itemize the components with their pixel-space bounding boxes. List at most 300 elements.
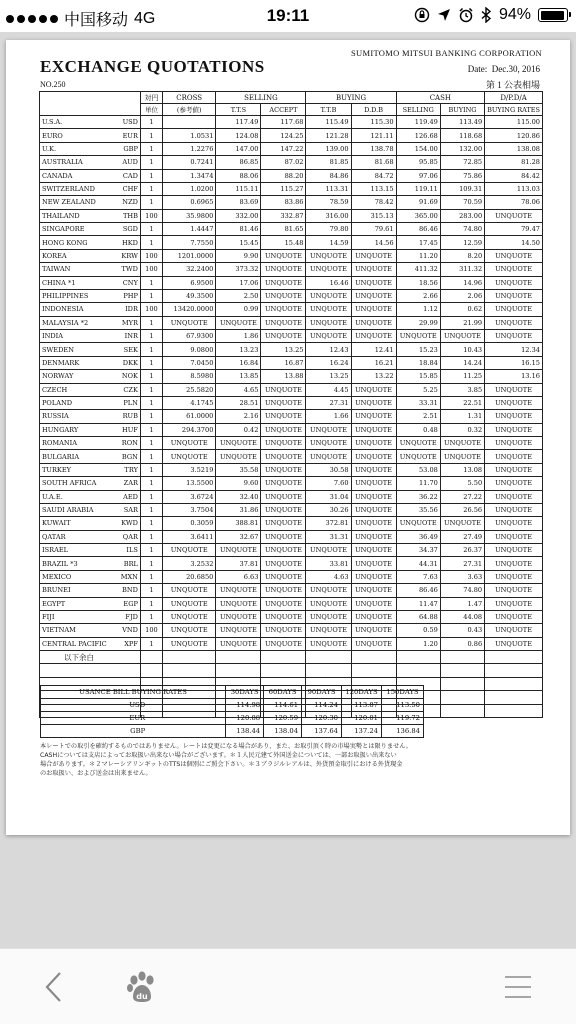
- unit-cell: 1: [140, 450, 162, 463]
- usance-rate-cell: 120.59: [264, 712, 302, 725]
- ddb-cell: UNQUOTE: [351, 276, 396, 289]
- header-cross: CROSS: [163, 92, 216, 104]
- network-label: 4G: [134, 9, 156, 27]
- table-row: [40, 289, 543, 302]
- cash-buying-cell: 74.80: [440, 223, 484, 236]
- tts-cell: 115.11: [216, 182, 261, 195]
- date-label: Date:: [467, 64, 488, 74]
- cash-selling-cell: 34.37: [396, 544, 440, 557]
- back-button[interactable]: [32, 965, 76, 1009]
- unit-cell: 1: [140, 463, 162, 476]
- accept-cell: 83.86: [261, 196, 306, 209]
- usance-rate-cell: 138.44: [226, 725, 264, 738]
- usance-column-header: 90DAYS: [302, 686, 342, 699]
- currency-code-cell: CHF: [112, 182, 140, 195]
- orientation-lock-icon: [414, 7, 430, 23]
- cash-selling-cell: 15.23: [396, 343, 440, 356]
- accept-cell: UNQUOTE: [261, 396, 306, 409]
- table-row: [40, 169, 543, 182]
- ttb-cell: 30.58: [306, 463, 351, 476]
- cash-selling-cell: 18.56: [396, 276, 440, 289]
- country-cell: QATAR: [40, 530, 113, 543]
- tts-cell: 31.86: [216, 503, 261, 516]
- tts-cell: UNQUOTE: [216, 544, 261, 557]
- dpda-cell: UNQUOTE: [485, 249, 543, 262]
- country-cell: U.K.: [40, 142, 113, 155]
- accept-cell: 124.25: [261, 129, 306, 142]
- cash-selling-cell: UNQUOTE: [396, 330, 440, 343]
- cash-selling-cell: 15.85: [396, 370, 440, 383]
- unit-cell: 1: [140, 370, 162, 383]
- cross-cell: 3.6724: [163, 490, 216, 503]
- usance-rate-cell: 120.30: [302, 712, 342, 725]
- table-row: [40, 637, 543, 650]
- cross-cell: 9.0800: [163, 343, 216, 356]
- cash-selling-cell: 11.20: [396, 249, 440, 262]
- table-row: [40, 463, 543, 476]
- country-cell: AUSTRALIA: [40, 156, 113, 169]
- dpda-cell: UNQUOTE: [485, 330, 543, 343]
- ddb-cell: 13.22: [351, 370, 396, 383]
- cash-selling-cell: 2.66: [396, 289, 440, 302]
- footnote-line: 場合があります。＊２マレーシアリンギットのTTSは個別にご照会下さい。＊３ブラジルレアルは、外貨預金取引における外貨現金: [40, 761, 403, 768]
- unit-cell: 1: [140, 356, 162, 369]
- unit-cell: 1: [140, 142, 162, 155]
- accept-cell: UNQUOTE: [261, 517, 306, 530]
- cash-selling-cell: 154.00: [396, 142, 440, 155]
- ttb-cell: 316.00: [306, 209, 351, 222]
- accept-cell: UNQUOTE: [261, 463, 306, 476]
- country-cell: VIETNAM: [40, 624, 113, 637]
- currency-code-cell: NOK: [112, 370, 140, 383]
- currency-code-cell: HKD: [112, 236, 140, 249]
- tts-cell: UNQUOTE: [216, 610, 261, 623]
- header-cash-selling: SELLING: [396, 104, 440, 116]
- unit-cell: 1: [140, 490, 162, 503]
- ttb-cell: 79.80: [306, 223, 351, 236]
- ttb-cell: UNQUOTE: [306, 624, 351, 637]
- ddb-cell: 12.41: [351, 343, 396, 356]
- accept-cell: UNQUOTE: [261, 437, 306, 450]
- accept-cell: 147.22: [261, 142, 306, 155]
- cash-buying-cell: 3.85: [440, 383, 484, 396]
- empty-cell: [396, 651, 440, 664]
- cross-cell: 1.2276: [163, 142, 216, 155]
- dpda-cell: UNQUOTE: [485, 624, 543, 637]
- cash-selling-cell: 86.46: [396, 584, 440, 597]
- ttb-cell: UNQUOTE: [306, 330, 351, 343]
- currency-code-cell: SEK: [112, 343, 140, 356]
- currency-code-cell: AED: [112, 490, 140, 503]
- usance-rate-cell: 138.04: [264, 725, 302, 738]
- usance-rate-cell: 137.64: [302, 725, 342, 738]
- ttb-cell: UNQUOTE: [306, 423, 351, 436]
- cross-cell: 7.0450: [163, 356, 216, 369]
- empty-cell: [40, 664, 113, 677]
- tts-cell: 2.50: [216, 289, 261, 302]
- tts-cell: UNQUOTE: [216, 597, 261, 610]
- usance-rate-cell: 120.01: [342, 712, 382, 725]
- ttb-cell: UNQUOTE: [306, 437, 351, 450]
- cash-selling-cell: 119.49: [396, 116, 440, 129]
- empty-cell: [140, 664, 162, 677]
- usance-currency-cell: EUR: [41, 712, 226, 725]
- ddb-cell: 16.21: [351, 356, 396, 369]
- table-row: [40, 396, 543, 409]
- table-row: [40, 450, 543, 463]
- currency-code-cell: ZAR: [112, 477, 140, 490]
- empty-cell: [216, 651, 261, 664]
- cash-buying-cell: 109.31: [440, 182, 484, 195]
- cash-selling-cell: 36.49: [396, 530, 440, 543]
- unit-cell: 1: [140, 236, 162, 249]
- unit-cell: 1: [140, 410, 162, 423]
- header-cash: CASH: [396, 92, 485, 104]
- ddb-cell: 315.13: [351, 209, 396, 222]
- table-row: [40, 610, 543, 623]
- currency-code-cell: VND: [112, 624, 140, 637]
- table-row: [40, 142, 543, 155]
- status-bar: [0, 0, 576, 32]
- table-row: [40, 624, 543, 637]
- empty-cell: [306, 651, 351, 664]
- country-cell: FIJI: [40, 610, 113, 623]
- cash-selling-cell: 7.63: [396, 570, 440, 583]
- cash-buying-cell: UNQUOTE: [440, 330, 484, 343]
- accept-cell: 117.68: [261, 116, 306, 129]
- empty-cell: [396, 664, 440, 677]
- table-row: [40, 570, 543, 583]
- dpda-cell: UNQUOTE: [485, 263, 543, 276]
- unit-cell: 100: [140, 263, 162, 276]
- country-cell: CENTRAL PACIFIC: [40, 637, 113, 650]
- empty-cell: [216, 664, 261, 677]
- cross-cell: 0.6965: [163, 196, 216, 209]
- ddb-cell: 121.11: [351, 129, 396, 142]
- accept-cell: 16.87: [261, 356, 306, 369]
- baidu-home-button[interactable]: [120, 965, 164, 1009]
- accept-cell: UNQUOTE: [261, 584, 306, 597]
- ttb-cell: UNQUOTE: [306, 263, 351, 276]
- table-row: [40, 490, 543, 503]
- cash-buying-cell: 0.62: [440, 303, 484, 316]
- tts-cell: 2.16: [216, 410, 261, 423]
- cash-buying-cell: UNQUOTE: [440, 450, 484, 463]
- table-row: [40, 276, 543, 289]
- dpda-cell: UNQUOTE: [485, 396, 543, 409]
- table-row: [40, 410, 543, 423]
- dpda-cell: UNQUOTE: [485, 503, 543, 516]
- header-taien: 対円: [140, 92, 162, 104]
- document-number: NO.250: [40, 80, 66, 89]
- cash-buying-cell: 2.06: [440, 289, 484, 302]
- country-cell: HONG KONG: [40, 236, 113, 249]
- cash-selling-cell: 11.70: [396, 477, 440, 490]
- accept-cell: UNQUOTE: [261, 557, 306, 570]
- cross-cell: UNQUOTE: [163, 624, 216, 637]
- cash-selling-cell: 126.68: [396, 129, 440, 142]
- cash-selling-cell: 5.25: [396, 383, 440, 396]
- tts-cell: 37.81: [216, 557, 261, 570]
- unit-cell: 1: [140, 116, 162, 129]
- tts-cell: 147.00: [216, 142, 261, 155]
- country-cell: BULGARIA: [40, 450, 113, 463]
- ddb-cell: UNQUOTE: [351, 263, 396, 276]
- ttb-cell: 31.31: [306, 530, 351, 543]
- ttb-cell: 4.45: [306, 383, 351, 396]
- ttb-cell: 14.59: [306, 236, 351, 249]
- cross-cell: 6.9500: [163, 276, 216, 289]
- status-right: [414, 6, 568, 24]
- dpda-cell: 14.50: [485, 236, 543, 249]
- accept-cell: UNQUOTE: [261, 450, 306, 463]
- cash-buying-cell: 0.43: [440, 624, 484, 637]
- header-ttb: T.T.B: [306, 104, 351, 116]
- ttb-cell: 16.46: [306, 276, 351, 289]
- exchange-rate-table: [39, 91, 543, 718]
- ddb-cell: 79.61: [351, 223, 396, 236]
- empty-cell: [112, 651, 140, 664]
- cross-cell: [163, 116, 216, 129]
- unit-cell: 1: [140, 223, 162, 236]
- accept-cell: UNQUOTE: [261, 249, 306, 262]
- cross-cell: UNQUOTE: [163, 610, 216, 623]
- unit-cell: 1: [140, 289, 162, 302]
- table-row: [40, 477, 543, 490]
- tts-cell: 4.65: [216, 383, 261, 396]
- accept-cell: UNQUOTE: [261, 503, 306, 516]
- ttb-cell: 7.60: [306, 477, 351, 490]
- table-row: [40, 356, 543, 369]
- dpda-cell: 113.03: [485, 182, 543, 195]
- currency-code-cell: EGP: [112, 597, 140, 610]
- cash-selling-cell: UNQUOTE: [396, 450, 440, 463]
- ddb-cell: UNQUOTE: [351, 624, 396, 637]
- tts-cell: UNQUOTE: [216, 450, 261, 463]
- tts-cell: 13.23: [216, 343, 261, 356]
- cash-selling-cell: 1.20: [396, 637, 440, 650]
- cash-buying-cell: 72.85: [440, 156, 484, 169]
- cash-buying-cell: UNQUOTE: [440, 517, 484, 530]
- ddb-cell: UNQUOTE: [351, 557, 396, 570]
- accept-cell: UNQUOTE: [261, 570, 306, 583]
- ddb-cell: UNQUOTE: [351, 303, 396, 316]
- unit-cell: 100: [140, 624, 162, 637]
- currency-code-cell: RON: [112, 437, 140, 450]
- dpda-cell: UNQUOTE: [485, 316, 543, 329]
- currency-code-cell: QAR: [112, 530, 140, 543]
- ddb-cell: UNQUOTE: [351, 249, 396, 262]
- country-header: [40, 92, 141, 116]
- usance-row: [41, 725, 424, 738]
- accept-cell: UNQUOTE: [261, 624, 306, 637]
- cash-selling-cell: UNQUOTE: [396, 437, 440, 450]
- footnote-line: のお取扱い、および送金は出来ません。: [40, 770, 152, 777]
- cross-cell: 0.3059: [163, 517, 216, 530]
- header-tts: T.T.S: [216, 104, 261, 116]
- country-cell: SOUTH AFRICA: [40, 477, 113, 490]
- empty-cell: [261, 651, 306, 664]
- empty-cell: [306, 664, 351, 677]
- currency-code-cell: AUD: [112, 156, 140, 169]
- currency-code-cell: NZD: [112, 196, 140, 209]
- country-cell: HUNGARY: [40, 423, 113, 436]
- unit-cell: 100: [140, 209, 162, 222]
- header-accept: ACCEPT: [261, 104, 306, 116]
- document-viewer[interactable]: [0, 32, 576, 948]
- usance-rate-cell: 114.61: [264, 699, 302, 712]
- table-row: [40, 383, 543, 396]
- ddb-cell: UNQUOTE: [351, 463, 396, 476]
- currency-code-cell: BGN: [112, 450, 140, 463]
- ddb-cell: 113.15: [351, 182, 396, 195]
- country-cell: KUWAIT: [40, 517, 113, 530]
- country-cell: MALAYSIA *2: [40, 316, 113, 329]
- ttb-cell: 13.25: [306, 370, 351, 383]
- table-row: [40, 182, 543, 195]
- usance-rate-cell: 136.84: [382, 725, 424, 738]
- ttb-cell: 16.24: [306, 356, 351, 369]
- empty-cell: [351, 664, 396, 677]
- page-label: 第 1 公表相場: [485, 80, 540, 90]
- ttb-cell: UNQUOTE: [306, 584, 351, 597]
- header-tani: 単位: [140, 104, 162, 116]
- ddb-cell: UNQUOTE: [351, 383, 396, 396]
- ddb-cell: UNQUOTE: [351, 423, 396, 436]
- tts-cell: 17.06: [216, 276, 261, 289]
- bank-name: SUMITOMO MITSUI BANKING CORPORATION: [351, 48, 542, 58]
- dpda-cell: UNQUOTE: [485, 544, 543, 557]
- cash-buying-cell: 75.86: [440, 169, 484, 182]
- unit-cell: 1: [140, 343, 162, 356]
- cash-buying-cell: 0.86: [440, 637, 484, 650]
- unit-cell: 1: [140, 557, 162, 570]
- usance-column-header: 120DAYS: [342, 686, 382, 699]
- table-row: [40, 156, 543, 169]
- currency-code-cell: EUR: [112, 129, 140, 142]
- table-row: [40, 503, 543, 516]
- currency-code-cell: TRY: [112, 463, 140, 476]
- location-arrow-icon: [437, 8, 451, 22]
- dpda-cell: UNQUOTE: [485, 410, 543, 423]
- cash-selling-cell: 33.31: [396, 396, 440, 409]
- table-row: [40, 530, 543, 543]
- cross-cell: 35.9800: [163, 209, 216, 222]
- unit-cell: 1: [140, 503, 162, 516]
- menu-button[interactable]: [496, 965, 540, 1009]
- cross-cell: 1.0200: [163, 182, 216, 195]
- tts-cell: UNQUOTE: [216, 624, 261, 637]
- usance-rate-cell: 114.98: [226, 699, 264, 712]
- country-cell: EURO: [40, 129, 113, 142]
- accept-cell: 13.88: [261, 370, 306, 383]
- tts-cell: UNQUOTE: [216, 437, 261, 450]
- currency-code-cell: HUF: [112, 423, 140, 436]
- header-buying-rates: BUYING RATES: [485, 104, 543, 116]
- tts-cell: 373.32: [216, 263, 261, 276]
- usance-rate-cell: 113.50: [382, 699, 424, 712]
- unit-cell: 1: [140, 396, 162, 409]
- ttb-cell: 30.26: [306, 503, 351, 516]
- ddb-cell: 84.72: [351, 169, 396, 182]
- baidu-paw-icon: [125, 970, 159, 1004]
- accept-cell: UNQUOTE: [261, 303, 306, 316]
- table-row: [40, 209, 543, 222]
- cross-cell: 3.2532: [163, 557, 216, 570]
- country-cell: CZECH: [40, 383, 113, 396]
- battery-level: [541, 11, 565, 20]
- cross-cell: 13420.0000: [163, 303, 216, 316]
- dpda-cell: UNQUOTE: [485, 303, 543, 316]
- bluetooth-icon: [481, 7, 492, 23]
- unit-cell: 100: [140, 303, 162, 316]
- ddb-cell: 14.56: [351, 236, 396, 249]
- tts-cell: 28.51: [216, 396, 261, 409]
- currency-code-cell: KRW: [112, 249, 140, 262]
- currency-code-cell: BND: [112, 584, 140, 597]
- ddb-cell: UNQUOTE: [351, 610, 396, 623]
- tts-cell: 117.49: [216, 116, 261, 129]
- ddb-cell: UNQUOTE: [351, 597, 396, 610]
- table-row: [40, 330, 543, 343]
- cash-selling-cell: 97.06: [396, 169, 440, 182]
- unit-cell: 1: [140, 129, 162, 142]
- currency-code-cell: KWD: [112, 517, 140, 530]
- ttb-cell: 372.81: [306, 517, 351, 530]
- country-cell: POLAND: [40, 396, 113, 409]
- cash-buying-cell: 311.32: [440, 263, 484, 276]
- unit-cell: 1: [140, 196, 162, 209]
- tts-cell: 0.42: [216, 423, 261, 436]
- ttb-cell: 27.31: [306, 396, 351, 409]
- remainder-label: 以下余白: [40, 651, 113, 664]
- table-row: [40, 544, 543, 557]
- header-buying: BUYING: [306, 92, 396, 104]
- usance-column-header: 150DAYS: [382, 686, 424, 699]
- empty-cell: [485, 691, 543, 704]
- ttb-cell: UNQUOTE: [306, 289, 351, 302]
- ttb-cell: 115.49: [306, 116, 351, 129]
- unit-cell: 1: [140, 423, 162, 436]
- tts-cell: 35.58: [216, 463, 261, 476]
- cash-buying-cell: 14.24: [440, 356, 484, 369]
- cash-buying-cell: 11.25: [440, 370, 484, 383]
- table-row: [40, 196, 543, 209]
- footnote-line: 本レートでの取引を確約するものではありません。レートは変更になる場合があり、また、お取引頂く時の市場実勢とは限りません。: [40, 743, 412, 750]
- cross-cell: UNQUOTE: [163, 597, 216, 610]
- usance-rate-cell: 114.24: [302, 699, 342, 712]
- unit-cell: 1: [140, 544, 162, 557]
- country-cell: TAIWAN: [40, 263, 113, 276]
- table-row: [40, 597, 543, 610]
- cash-selling-cell: 365.00: [396, 209, 440, 222]
- usance-title: USANCE BILL BUYING RATES: [41, 686, 226, 699]
- dpda-cell: UNQUOTE: [485, 610, 543, 623]
- dpda-cell: 78.06: [485, 196, 543, 209]
- ttb-cell: UNQUOTE: [306, 544, 351, 557]
- empty-cell: [440, 677, 484, 690]
- document-title: EXCHANGE QUOTATIONS: [40, 57, 265, 76]
- currency-code-cell: PHP: [112, 289, 140, 302]
- usance-rate-cell: 119.72: [382, 712, 424, 725]
- accept-cell: UNQUOTE: [261, 410, 306, 423]
- usance-currency-cell: USD: [41, 699, 226, 712]
- dpda-cell: 84.42: [485, 169, 543, 182]
- country-cell: ISRAEL: [40, 544, 113, 557]
- ddb-cell: UNQUOTE: [351, 503, 396, 516]
- ttb-cell: UNQUOTE: [306, 316, 351, 329]
- dpda-cell: UNQUOTE: [485, 570, 543, 583]
